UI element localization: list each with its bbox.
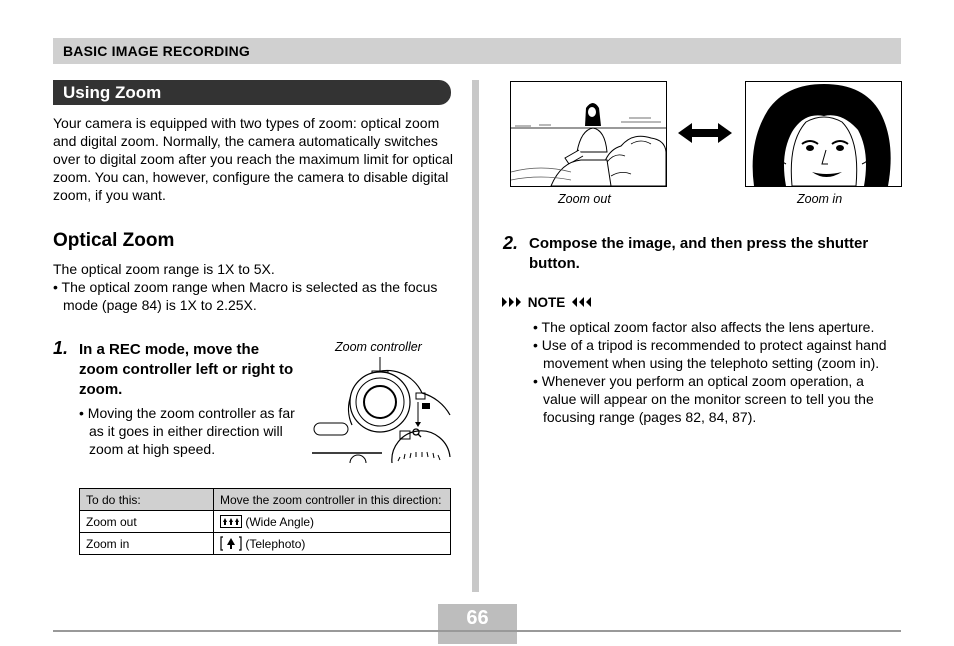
column-divider [472, 80, 479, 592]
double-arrow-icon [678, 122, 732, 144]
note-list [533, 318, 898, 426]
step-1-bullet: • Moving the zoom controller as far as it goes in either direction will zoom at high speed. [79, 405, 295, 457]
section-header-bar [53, 38, 901, 64]
step-2-text: Compose the image, and then press the shutter button. [529, 235, 869, 272]
note-label: NOTE [527, 295, 566, 310]
subsection-title: Using Zoom [63, 83, 162, 102]
page-number-badge [438, 604, 517, 630]
telephoto-icon [220, 536, 242, 551]
zoom-direction-table [79, 488, 451, 555]
note-right-ornament-icon [569, 296, 591, 308]
zoom-in-photo [745, 81, 902, 187]
subsection-title-bar [53, 80, 451, 105]
table-row [80, 511, 451, 533]
telephoto-label: (Telephoto) [245, 537, 306, 551]
step-1-text: In a REC mode, move the zoom controller left or right to zoom. [79, 341, 294, 398]
table-row [80, 533, 451, 555]
table-cell-direction [214, 511, 451, 533]
table-header-cell: Move the zoom controller in this direction: [214, 489, 451, 511]
step-1-number: 1. [53, 338, 69, 358]
table-header-row [80, 489, 451, 511]
table-header-cell: To do this: [80, 489, 214, 511]
note-item: • Whenever you perform an optical zoom operation, a value will appear on the monitor screen to tell you the focusing range (pages 82, 84, 87). [533, 373, 874, 425]
note-heading [502, 295, 591, 310]
note-left-ornament-icon [502, 296, 524, 308]
step-2-number: 2. [503, 233, 519, 253]
wide-angle-label: (Wide Angle) [245, 514, 315, 529]
page-number-tab-bottom [438, 632, 517, 644]
note-item: • The optical zoom factor also affects the lens aperture. [533, 319, 875, 335]
zoom-controller-illustration [312, 357, 452, 463]
table-cell-action: Zoom in [80, 533, 214, 555]
page-number: 66 [466, 607, 489, 629]
macro-range-note: • The optical zoom range when Macro is selected as the focus mode (page 84) is 1X to 2.25X. [53, 279, 438, 313]
intro-paragraph: Your camera is equipped with two types of zoom: optical zoom and digital zoom. Normally, the camera automatically switches over to digital zoom after you reach the maximum limit for optical zoom. You can, however, configure the camera to disable digital zoom, if you want. [53, 115, 453, 203]
optical-zoom-range: The optical zoom range is 1X to 5X. [53, 261, 275, 277]
table-cell-action: Zoom out [80, 511, 214, 533]
zoom-in-caption: Zoom in [797, 192, 843, 206]
section-header-title: BASIC IMAGE RECORDING [63, 43, 250, 59]
zoom-controller-caption: Zoom controller [335, 340, 422, 354]
optical-zoom-heading: Optical Zoom [53, 230, 175, 251]
note-item: • Use of a tripod is recommended to protect against hand movement when using the telephoto setting (zoom in). [533, 337, 887, 371]
wide-angle-icon [220, 515, 242, 528]
zoom-out-photo [510, 81, 667, 187]
optical-zoom-body [53, 260, 453, 314]
zoom-out-caption: Zoom out [558, 192, 611, 206]
table-cell-direction [214, 533, 451, 555]
